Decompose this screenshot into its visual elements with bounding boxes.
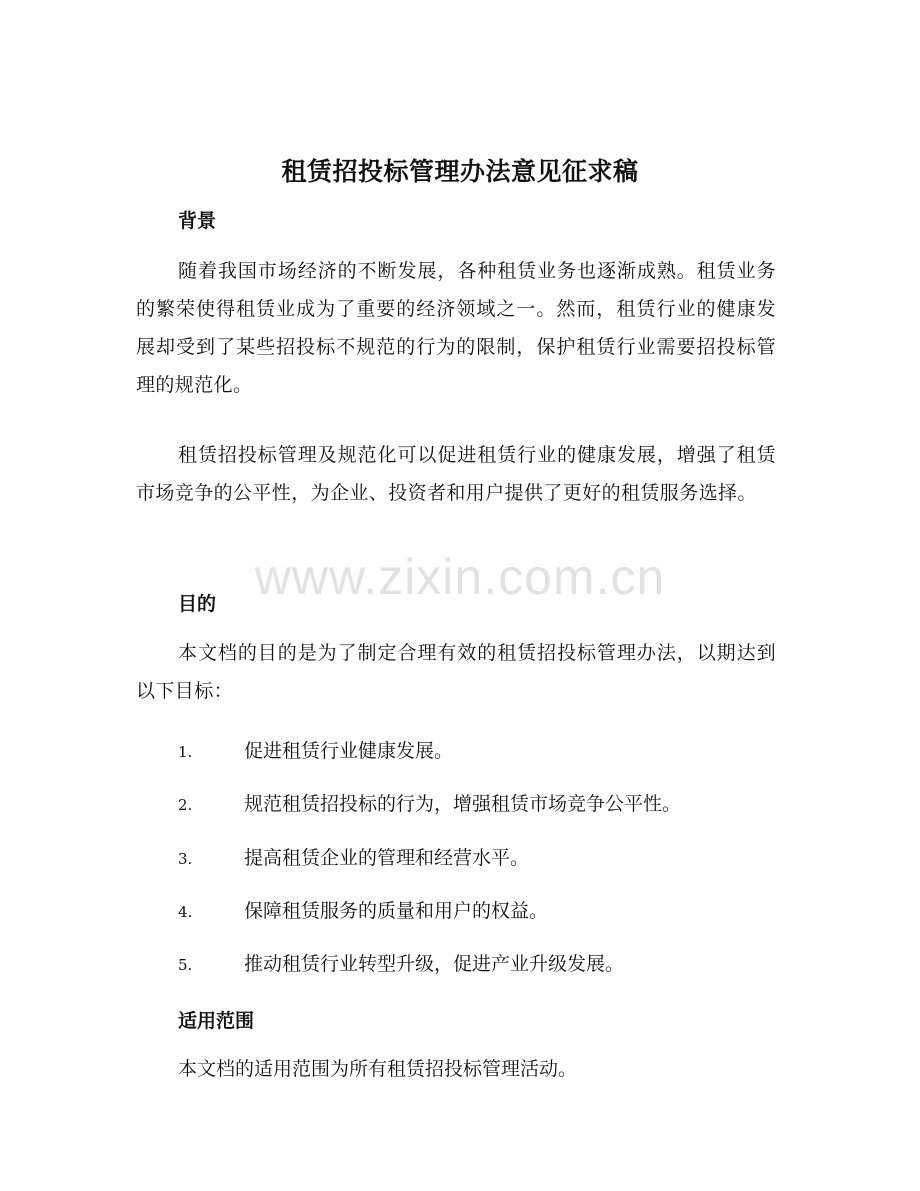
section-heading-purpose: 目的 <box>178 593 217 615</box>
section-heading-background: 背景 <box>178 210 217 232</box>
document-title: 租赁招投标管理办法意见征求稿 <box>281 157 639 186</box>
list-number: 1. <box>178 743 193 761</box>
background-paragraph-1: 随着我国市场经济的不断发展，各种租赁业务也逐渐成熟。租赁业务的繁荣使得租赁业成为了重要的经济领域之一。然而，租赁行业的健康发展却受到了某些招投标不规范的行为的限制，保护租赁行业需要招投标管理的规范化。 <box>136 260 776 396</box>
watermark: www.zixin.com.cn <box>254 549 666 605</box>
scope-paragraph: 本文档的适用范围为所有租赁招投标管理活动。 <box>178 1058 578 1080</box>
list-item <box>178 737 778 766</box>
purpose-intro: 本文档的目的是为了制定合理有效的租赁招投标管理办法，以期达到以下目标： <box>136 642 776 702</box>
list-text: 提高租赁企业的管理和经营水平。 <box>244 847 530 869</box>
section-heading-scope: 适用范围 <box>178 1010 255 1032</box>
list-text: 规范租赁招投标的行为，增强租赁市场竞争公平性。 <box>244 793 682 815</box>
list-number: 3. <box>178 850 193 868</box>
background-paragraph-2: 租赁招投标管理及规范化可以促进租赁行业的健康发展，增强了租赁市场竞争的公平性，为企业、投资者和用户提供了更好的租赁服务选择。 <box>136 444 776 504</box>
list-item <box>178 790 778 819</box>
list-number: 4. <box>178 903 193 921</box>
list-item <box>178 897 778 926</box>
list-item <box>178 844 778 873</box>
list-text: 促进租赁行业健康发展。 <box>244 740 454 762</box>
list-text: 推动租赁行业转型升级，促进产业升级发展。 <box>244 953 625 975</box>
list-number: 5. <box>178 956 193 974</box>
list-text: 保障租赁服务的质量和用户的权益。 <box>244 900 549 922</box>
list-number: 2. <box>178 796 193 814</box>
list-item <box>178 950 778 979</box>
